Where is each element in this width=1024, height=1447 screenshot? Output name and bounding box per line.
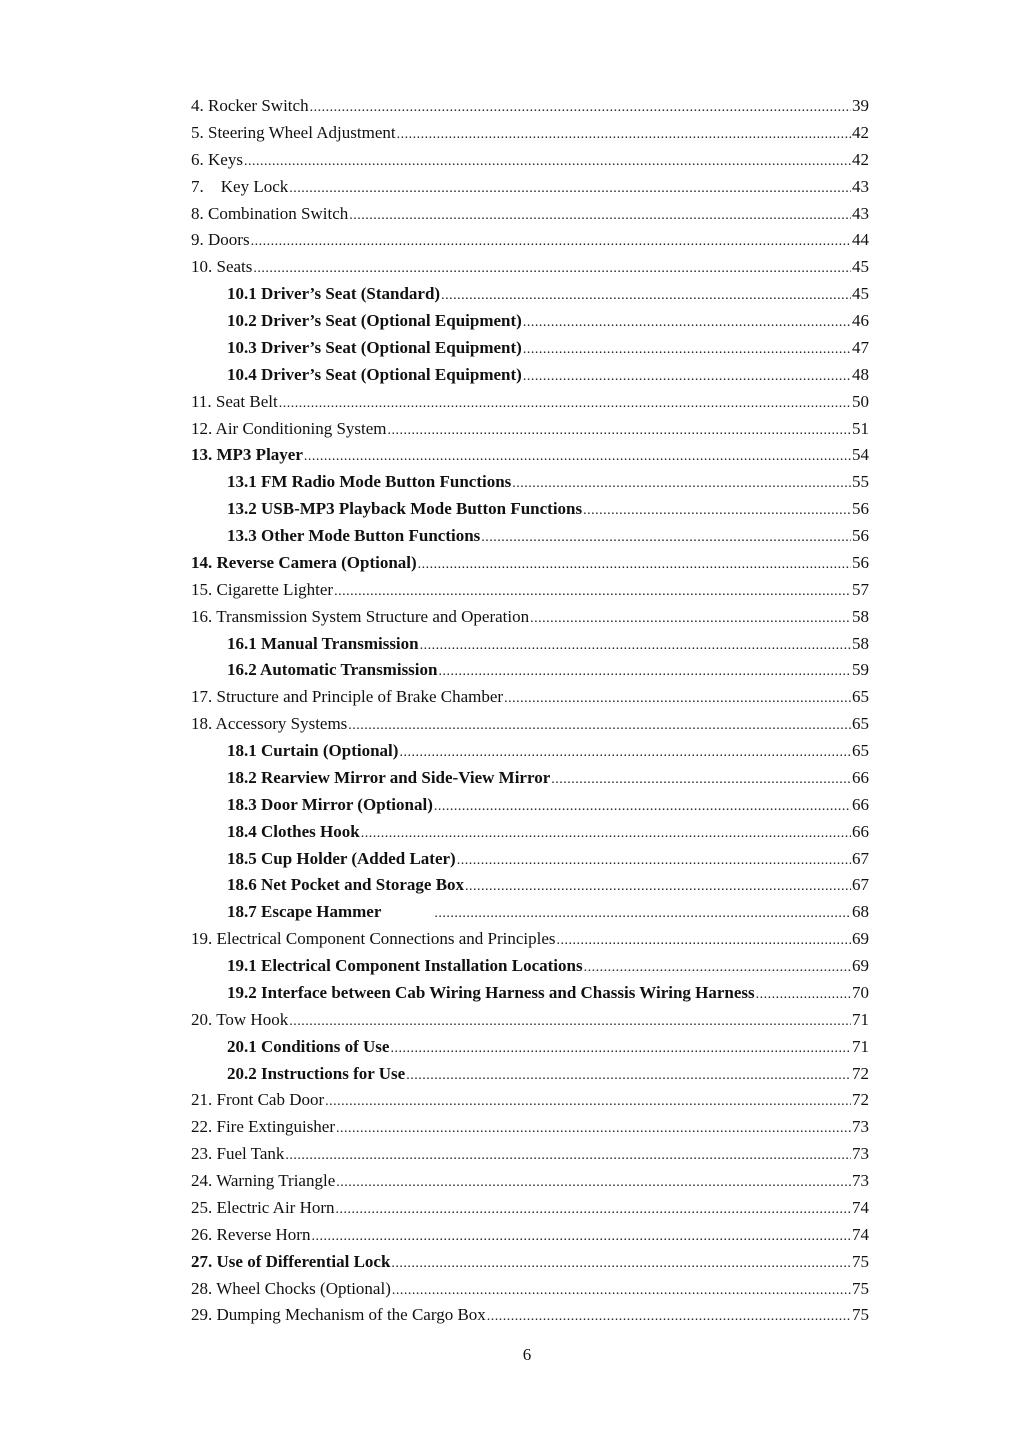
toc-entry[interactable] <box>191 980 869 1007</box>
toc-entry-page: 46 <box>852 311 869 330</box>
toc-entry[interactable] <box>191 362 869 389</box>
toc-entry-title: 15. Cigarette Lighter <box>191 579 334 599</box>
toc-entry[interactable] <box>191 201 869 228</box>
toc-entry-title: 8. Combination Switch <box>191 203 349 223</box>
toc-dot-leader <box>481 525 851 552</box>
toc-dot-leader <box>583 498 851 525</box>
toc-entry[interactable] <box>191 93 869 120</box>
toc-entry[interactable] <box>191 254 869 281</box>
toc-entry[interactable] <box>191 738 869 765</box>
toc-entry-page: 69 <box>852 956 869 975</box>
toc-entry-page: 47 <box>852 337 869 357</box>
toc-dot-leader <box>523 310 851 337</box>
toc-entry-page: 42 <box>852 122 869 142</box>
toc-dot-leader <box>349 203 851 230</box>
toc-entry-title: 10.1 Driver’s Seat (Standard) <box>227 284 441 304</box>
toc-dot-leader <box>487 1304 851 1331</box>
toc-entry-page: 72 <box>852 1090 869 1110</box>
toc-entry[interactable] <box>191 631 869 658</box>
table-of-contents <box>191 93 869 1329</box>
toc-entry[interactable] <box>191 469 869 496</box>
toc-entry-page: 65 <box>852 687 869 707</box>
toc-dot-leader <box>512 471 851 498</box>
toc-entry-title: 16.1 Manual Transmission <box>227 633 419 653</box>
toc-dot-leader <box>530 606 851 633</box>
toc-entry[interactable] <box>191 1222 869 1249</box>
toc-entry-title: 20.1 Conditions of Use <box>227 1036 390 1056</box>
toc-dot-leader <box>523 364 851 391</box>
toc-entry-page: 51 <box>852 418 869 438</box>
toc-entry[interactable] <box>191 1087 869 1114</box>
toc-dot-leader <box>244 149 851 176</box>
toc-entry-title: 10.4 Driver’s Seat (Optional Equipment) <box>227 364 522 384</box>
toc-entry-page: 66 <box>852 767 869 787</box>
toc-entry-page: 75 <box>852 1278 869 1298</box>
toc-dot-leader <box>399 740 851 767</box>
toc-entry[interactable] <box>191 389 869 416</box>
toc-dot-leader <box>434 901 851 928</box>
toc-entry-page: 73 <box>852 1117 869 1137</box>
toc-entry-title: 16. Transmission System Structure and Operation <box>191 606 530 626</box>
toc-entry-page: 69 <box>852 929 869 949</box>
toc-entry-title: 10. Seats <box>191 257 253 277</box>
toc-dot-leader <box>336 1116 851 1143</box>
toc-entry[interactable] <box>191 1249 869 1276</box>
toc-entry[interactable] <box>191 1114 869 1141</box>
toc-entry[interactable] <box>191 120 869 147</box>
toc-entry-page: 71 <box>852 1036 869 1056</box>
toc-entry-page: 74 <box>852 1224 869 1244</box>
toc-entry[interactable] <box>191 792 869 819</box>
toc-entry-title: 7. Key Lock <box>191 176 289 196</box>
toc-dot-leader <box>391 1251 851 1278</box>
toc-dot-leader <box>388 418 851 445</box>
toc-dot-leader <box>457 848 851 875</box>
toc-entry-page: 65 <box>852 714 869 734</box>
toc-entry-title: 16.2 Automatic Transmission <box>227 660 438 680</box>
toc-entry-title: 14. Reverse Camera (Optional) <box>191 552 417 572</box>
toc-entry-page: 66 <box>852 794 869 814</box>
toc-entry-page: 67 <box>852 848 869 868</box>
toc-entry[interactable] <box>191 442 869 469</box>
toc-entry[interactable] <box>191 819 869 846</box>
toc-entry[interactable] <box>191 846 869 873</box>
toc-entry[interactable] <box>191 1168 869 1195</box>
toc-entry-title: 18.6 Net Pocket and Storage Box <box>227 875 465 895</box>
toc-entry[interactable] <box>191 550 869 577</box>
toc-dot-leader <box>289 176 851 203</box>
toc-entry-page: 57 <box>852 579 869 599</box>
toc-dot-leader <box>504 686 851 713</box>
toc-dot-leader <box>279 391 851 418</box>
toc-dot-leader <box>304 444 851 471</box>
toc-entry-page: 43 <box>852 203 869 223</box>
toc-dot-leader <box>465 874 851 901</box>
toc-dot-leader <box>556 928 851 955</box>
toc-entry-title: 23. Fuel Tank <box>191 1144 285 1164</box>
toc-entry-title: 22. Fire Extinguisher <box>191 1117 336 1137</box>
toc-dot-leader <box>434 794 851 821</box>
toc-entry[interactable] <box>191 523 869 550</box>
toc-entry-title: 9. Doors <box>191 230 250 250</box>
toc-entry-page: 45 <box>852 284 869 304</box>
toc-entry[interactable] <box>191 1302 869 1329</box>
toc-entry-title: 28. Wheel Chocks (Optional) <box>191 1278 391 1298</box>
toc-entry-title: 6. Keys <box>191 149 243 169</box>
toc-entry[interactable] <box>191 684 869 711</box>
toc-entry-page: 54 <box>852 445 869 465</box>
toc-entry-title: 18.4 Clothes Hook <box>227 821 360 841</box>
toc-dot-leader <box>251 229 851 256</box>
toc-entry-page: 71 <box>852 1009 869 1029</box>
toc-dot-leader <box>523 337 851 364</box>
toc-entry-title: 12. Air Conditioning System <box>191 418 387 438</box>
toc-dot-leader <box>418 552 851 579</box>
toc-entry[interactable] <box>191 604 869 631</box>
toc-entry-title: 26. Reverse Horn <box>191 1224 311 1244</box>
toc-entry-page: 44 <box>852 230 869 250</box>
toc-entry-title: 13. MP3 Player <box>191 445 303 465</box>
toc-entry-title: 18.5 Cup Holder (Added Later) <box>227 848 456 868</box>
toc-entry[interactable] <box>191 335 869 362</box>
toc-entry-page: 72 <box>852 1063 869 1083</box>
toc-entry-page: 67 <box>852 875 869 895</box>
toc-entry[interactable] <box>191 1034 869 1061</box>
toc-entry-title: 19. Electrical Component Connections and Principles <box>191 929 556 949</box>
toc-entry-page: 68 <box>852 902 869 922</box>
toc-entry-title: 11. Seat Belt <box>191 391 278 411</box>
toc-entry-title: 13.2 USB-MP3 Playback Mode Button Functions <box>227 499 583 519</box>
toc-entry-page: 39 <box>852 96 869 115</box>
toc-entry-title: 10.3 Driver’s Seat (Optional Equipment) <box>227 337 522 357</box>
toc-dot-leader <box>311 1224 851 1251</box>
toc-dot-leader <box>551 767 851 794</box>
toc-dot-leader <box>336 1170 851 1197</box>
toc-entry[interactable] <box>191 1061 869 1088</box>
toc-entry-page: 65 <box>852 741 869 760</box>
toc-entry-title: 25. Electric Air Horn <box>191 1197 335 1217</box>
toc-entry-title: 18. Accessory Systems <box>191 714 348 734</box>
toc-entry-title: 21. Front Cab Door <box>191 1090 325 1110</box>
toc-dot-leader <box>253 256 851 283</box>
toc-entry-title: 10.2 Driver’s Seat (Optional Equipment) <box>227 311 522 330</box>
toc-dot-leader <box>406 1063 851 1090</box>
toc-entry-page: 75 <box>852 1305 869 1325</box>
toc-entry[interactable] <box>191 281 869 308</box>
toc-entry-title: 13.1 FM Radio Mode Button Functions <box>227 472 512 492</box>
toc-entry[interactable] <box>191 657 869 684</box>
toc-entry[interactable] <box>191 577 869 604</box>
toc-entry-title: 13.3 Other Mode Button Functions <box>227 526 481 545</box>
toc-dot-leader <box>438 659 851 686</box>
toc-entry-title: 20.2 Instructions for Use <box>227 1063 406 1083</box>
toc-entry-page: 73 <box>852 1144 869 1164</box>
toc-dot-leader <box>441 283 851 310</box>
toc-entry-title: 27. Use of Differential Lock <box>191 1251 391 1271</box>
toc-entry[interactable] <box>191 416 869 443</box>
toc-entry[interactable] <box>191 926 869 953</box>
toc-entry-title: 29. Dumping Mechanism of the Cargo Box <box>191 1305 486 1325</box>
toc-entry-title: 17. Structure and Principle of Brake Chamber <box>191 687 504 707</box>
toc-dot-leader <box>361 821 851 848</box>
toc-entry-title: 5. Steering Wheel Adjustment <box>191 122 396 142</box>
toc-entry-title: 18.2 Rearview Mirror and Side-View Mirror <box>227 767 551 787</box>
toc-entry-page: 66 <box>852 821 869 841</box>
toc-entry-page: 50 <box>852 391 869 411</box>
toc-entry[interactable] <box>191 1276 869 1303</box>
toc-entry-title: 20. Tow Hook <box>191 1009 289 1029</box>
toc-entry[interactable] <box>191 308 869 335</box>
toc-entry[interactable] <box>191 147 869 174</box>
toc-entry[interactable] <box>191 711 869 738</box>
toc-entry-page: 42 <box>852 149 869 169</box>
toc-dot-leader <box>285 1143 851 1170</box>
toc-entry[interactable] <box>191 1195 869 1222</box>
toc-entry-title: 18.3 Door Mirror (Optional) <box>227 794 433 814</box>
toc-entry-page: 56 <box>852 526 869 545</box>
toc-entry-page: 56 <box>852 499 869 519</box>
toc-dot-leader <box>420 633 851 660</box>
toc-dot-leader <box>348 713 851 740</box>
toc-dot-leader <box>289 1009 851 1036</box>
toc-entry[interactable] <box>191 1007 869 1034</box>
toc-dot-leader <box>325 1089 851 1116</box>
toc-entry-title: 24. Warning Triangle <box>191 1171 336 1190</box>
toc-entry-title: 19.2 Interface between Cab Wiring Harness and Chassis Wiring Harness <box>227 982 755 1002</box>
toc-entry-page: 73 <box>852 1171 869 1190</box>
toc-entry-page: 70 <box>852 982 869 1002</box>
toc-entry-page: 58 <box>852 633 869 653</box>
toc-entry-title: 18.7 Escape Hammer <box>227 902 382 922</box>
toc-entry-page: 59 <box>852 660 869 680</box>
toc-entry[interactable] <box>191 1141 869 1168</box>
toc-entry-page: 56 <box>852 552 869 572</box>
toc-entry[interactable] <box>191 227 869 254</box>
toc-entry-page: 75 <box>852 1251 869 1271</box>
toc-dot-leader <box>334 579 851 606</box>
toc-entry[interactable] <box>191 765 869 792</box>
toc-entry[interactable] <box>191 899 869 926</box>
toc-entry-title: 19.1 Electrical Component Installation Locations <box>227 956 583 975</box>
toc-entry-page: 43 <box>852 176 869 196</box>
toc-dot-leader <box>392 1278 851 1305</box>
toc-dot-leader <box>756 982 851 1009</box>
toc-dot-leader <box>310 95 851 122</box>
toc-entry[interactable] <box>191 174 869 201</box>
toc-entry-page: 55 <box>852 472 869 492</box>
toc-entry[interactable] <box>191 496 869 523</box>
toc-entry[interactable] <box>191 953 869 980</box>
toc-entry-page: 58 <box>852 606 869 626</box>
toc-entry-page: 48 <box>852 364 869 384</box>
toc-entry-page: 45 <box>852 257 869 277</box>
toc-entry-title: 18.1 Curtain (Optional) <box>227 741 399 760</box>
toc-dot-leader <box>390 1036 851 1063</box>
toc-entry-title: 4. Rocker Switch <box>191 96 309 115</box>
toc-dot-leader <box>397 122 851 149</box>
toc-dot-leader <box>336 1197 851 1224</box>
toc-dot-leader <box>584 955 851 982</box>
toc-entry[interactable] <box>191 872 869 899</box>
toc-entry-page: 74 <box>852 1197 869 1217</box>
page-number: 6 <box>522 1345 532 1364</box>
